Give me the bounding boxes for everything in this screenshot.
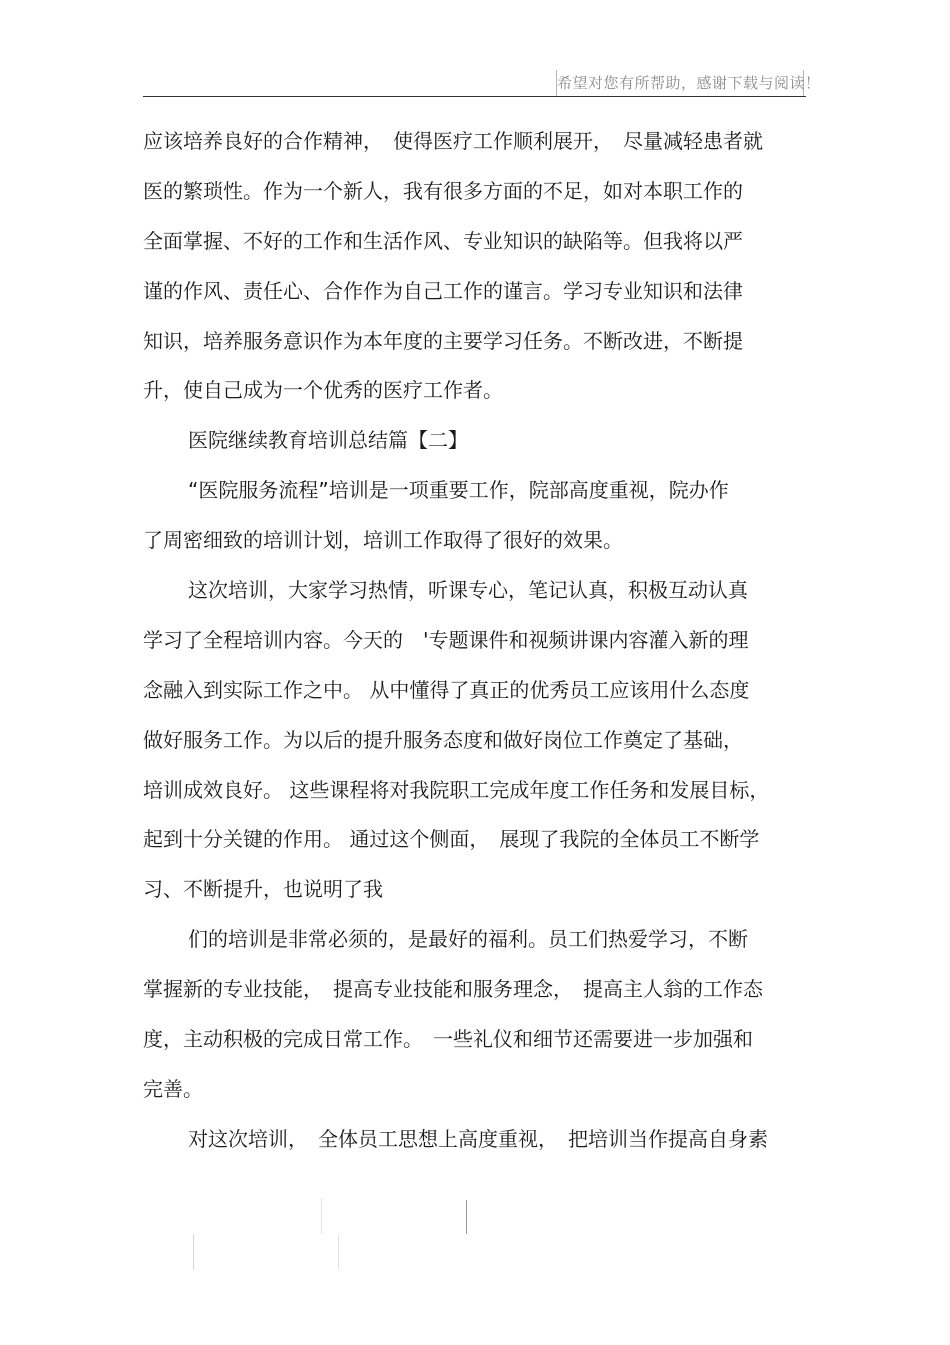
paragraph-line: 应该培养良好的合作精神， 使得医疗工作顺利展开， 尽量减轻患者就 bbox=[143, 129, 763, 153]
paragraph-line: 知识，培养服务意识作为本年度的主要学习任务。不断改进，不断提 bbox=[143, 328, 743, 353]
paragraph-line: 习、不断提升，也说明了我 bbox=[143, 877, 383, 902]
scan-artifact-line bbox=[466, 1200, 467, 1234]
section-heading: 医院继续教育培训总结篇【二】 bbox=[188, 428, 468, 453]
document-body bbox=[143, 117, 803, 1165]
paragraph-line: 们的培训是非常必须的，是最好的福利。员工们热爱学习，不断 bbox=[188, 927, 748, 952]
header-tagline: 希望对您有所帮助，感谢下载与阅读！ bbox=[556, 70, 804, 96]
header-divider bbox=[143, 96, 806, 97]
paragraph-line: 起到十分关键的作用。 通过这个侧面， 展现了我院的全体员工不断学 bbox=[143, 827, 760, 852]
paragraph-line: 谨的作风、责任心、合作作为自己工作的谨言。学习专业知识和法律 bbox=[143, 278, 743, 303]
scan-artifact-line bbox=[321, 1198, 322, 1234]
paragraph-line: 培训成效良好。 这些课程将对我院职工完成年度工作任务和发展目标， bbox=[143, 777, 770, 802]
paragraph-line: 全面掌握、不好的工作和生活作风、专业知识的缺陷等。但我将以严 bbox=[143, 228, 743, 253]
paragraph-line: 学习了全程培训内容。今天的 '专题课件和视频讲课内容灌入新的理 bbox=[143, 627, 749, 652]
paragraph-line: 完善。 bbox=[143, 1076, 203, 1101]
paragraph-line: 这次培训，大家学习热情，听课专心，笔记认真，积极互动认真 bbox=[188, 578, 748, 603]
paragraph-line: 念融入到实际工作之中。 从中懂得了真正的优秀员工应该用什么态度 bbox=[143, 677, 750, 702]
scan-artifact-line bbox=[193, 1234, 194, 1270]
paragraph-line: 了周密细致的培训计划，培训工作取得了很好的效果。 bbox=[143, 528, 623, 553]
paragraph-line: 医的繁琐性。作为一个新人，我有很多方面的不足，如对本职工作的 bbox=[143, 178, 743, 203]
paragraph-line: 度，主动积极的完成日常工作。 一些礼仪和细节还需要进一步加强和 bbox=[143, 1027, 753, 1052]
paragraph-line: 对这次培训， 全体员工思想上高度重视， 把培训当作提高自身素 bbox=[188, 1126, 768, 1151]
scan-artifact-line bbox=[338, 1234, 339, 1270]
paragraph-line: 掌握新的专业技能， 提高专业技能和服务理念， 提高主人翁的工作态 bbox=[143, 977, 763, 1002]
paragraph-line: 升，使自己成为一个优秀的医疗工作者。 bbox=[143, 378, 503, 403]
paragraph-line: “医院服务流程”培训是一项重要工作，院部高度重视，院办作 bbox=[188, 478, 729, 503]
paragraph-line: 做好服务工作。为以后的提升服务态度和做好岗位工作奠定了基础， bbox=[143, 727, 743, 752]
